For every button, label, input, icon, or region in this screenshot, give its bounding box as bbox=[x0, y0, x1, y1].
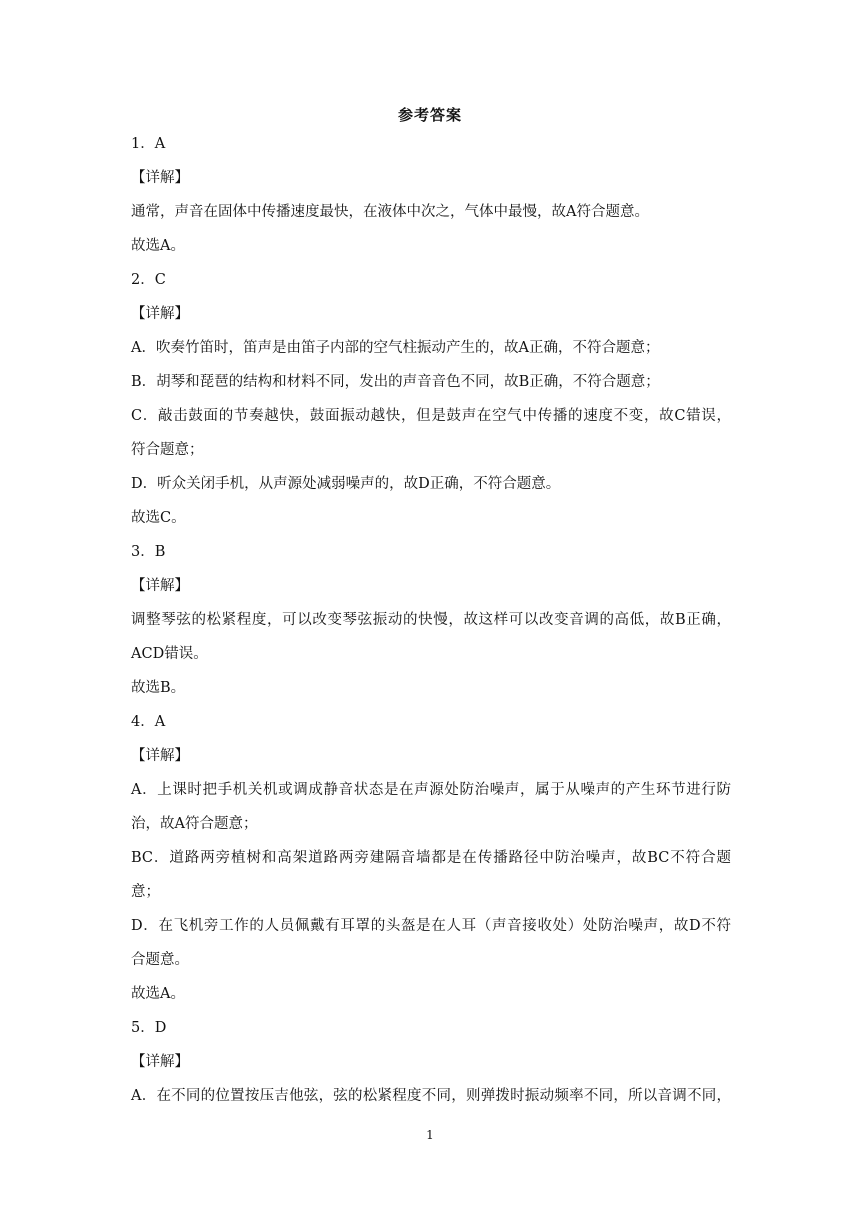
explanation-text: D．在飞机旁工作的人员佩戴有耳罩的头盔是在人耳（声音接收处）处防治噪声，故D不符 bbox=[131, 918, 731, 934]
answer-number-4: 4．A bbox=[131, 714, 166, 730]
answer-number-1: 1．A bbox=[131, 136, 166, 152]
explanation-text: A．在不同的位置按压吉他弦，弦的松紧程度不同，则弹拨时振动频率不同，所以音调不同， bbox=[131, 1088, 731, 1104]
explanation-text: 通常，声音在固体中传播速度最快，在液体中次之，气体中最慢，故A符合题意。 bbox=[131, 204, 649, 220]
page-title: 参考答案 bbox=[397, 106, 462, 124]
explanation-heading: 【详解】 bbox=[131, 306, 189, 322]
answer-choice: 故选A。 bbox=[131, 238, 185, 254]
explanation-text: A．上课时把手机关机或调成静音状态是在声源处防治噪声，属于从噪声的产生环节进行防 bbox=[131, 782, 731, 798]
answer-number-2: 2．C bbox=[131, 272, 166, 288]
explanation-text: C．敲击鼓面的节奏越快，鼓面振动越快，但是鼓声在空气中传播的速度不变，故C错误， bbox=[131, 408, 731, 424]
explanation-text: 意； bbox=[131, 884, 160, 900]
explanation-heading: 【详解】 bbox=[131, 578, 189, 594]
answer-number-3: 3．B bbox=[131, 544, 166, 560]
explanation-heading: 【详解】 bbox=[131, 170, 189, 186]
explanation-text: BC．道路两旁植树和高架道路两旁建隔音墙都是在传播路径中防治噪声，故BC不符合题 bbox=[131, 850, 731, 866]
answer-choice: 故选A。 bbox=[131, 986, 185, 1002]
explanation-text: 调整琴弦的松紧程度，可以改变琴弦振动的快慢，故这样可以改变音调的高低，故B正确， bbox=[131, 612, 731, 628]
explanation-text: 符合题意； bbox=[131, 442, 204, 458]
explanation-text: A．吹奏竹笛时，笛声是由笛子内部的空气柱振动产生的，故A正确，不符合题意； bbox=[131, 340, 660, 356]
explanation-text: 合题意。 bbox=[131, 952, 189, 968]
explanation-heading: 【详解】 bbox=[131, 1054, 189, 1070]
explanation-text: ACD错误。 bbox=[131, 646, 208, 662]
explanation-text: 治，故A符合题意； bbox=[131, 816, 258, 832]
explanation-text: D．听众关闭手机，从声源处减弱噪声的，故D正确，不符合题意。 bbox=[131, 476, 561, 492]
explanation-text: B．胡琴和琵琶的结构和材料不同，发出的声音音色不同，故B正确，不符合题意； bbox=[131, 374, 660, 390]
answer-number-5: 5．D bbox=[131, 1020, 167, 1036]
answer-choice: 故选B。 bbox=[131, 680, 186, 696]
page-number: 1 bbox=[426, 1128, 434, 1142]
answer-choice: 故选C。 bbox=[131, 510, 186, 526]
explanation-heading: 【详解】 bbox=[131, 748, 189, 764]
